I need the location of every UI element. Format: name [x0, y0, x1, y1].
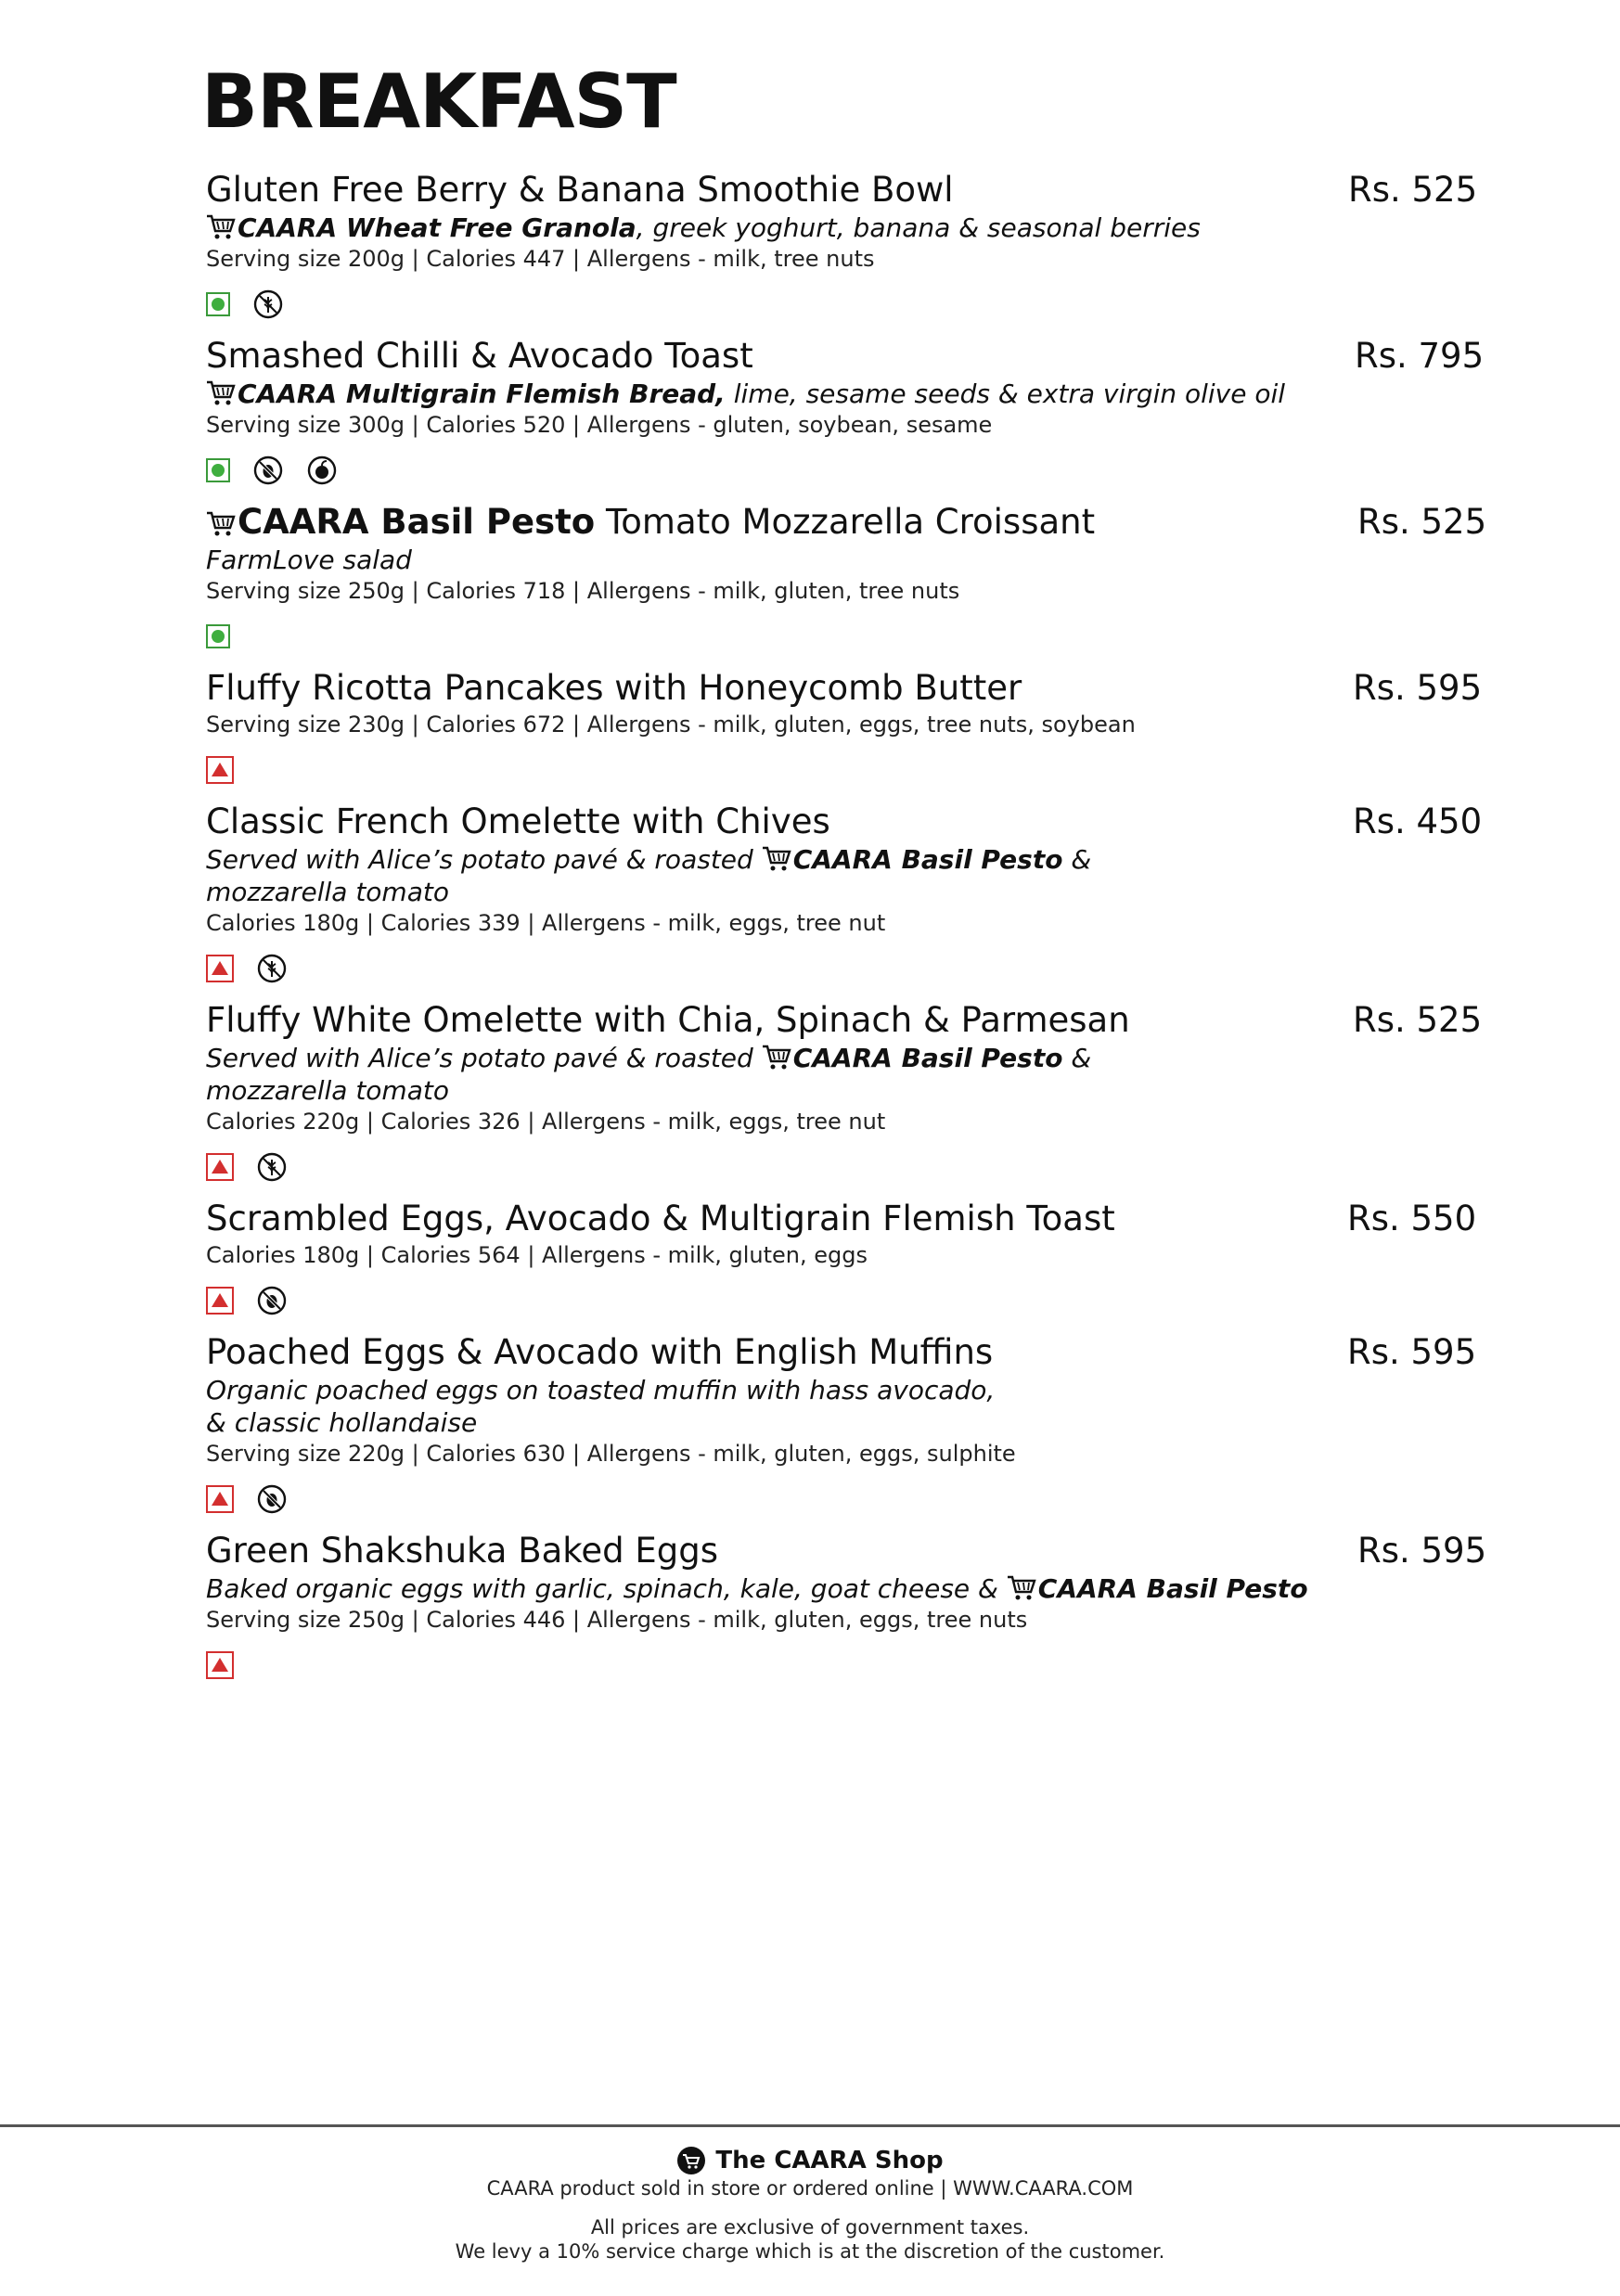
egg-free-icon: [256, 1483, 288, 1515]
brand-product: CAARA Basil Pesto: [238, 502, 596, 542]
shopping-cart-icon: [676, 2146, 706, 2175]
veg-icon: [206, 624, 230, 648]
veg-icon: [206, 292, 230, 316]
brand-product: CAARA Basil Pesto: [1037, 1573, 1308, 1604]
gluten-free-icon: [256, 1151, 288, 1183]
item-nutrition: Serving size 300g | Calories 520 | Allergens - gluten, soybean, sesame: [206, 412, 993, 438]
item-nutrition: Serving size 250g | Calories 718 | Allergens - milk, gluten, tree nuts: [206, 578, 960, 604]
dietary-icons: [206, 1285, 1505, 1316]
dietary-icons: [206, 1483, 1505, 1515]
item-description-line2: mozzarella tomato: [206, 877, 449, 907]
item-nutrition: Calories 180g | Calories 339 | Allergens - milk, eggs, tree nut: [206, 910, 886, 936]
item-description: [206, 843, 1505, 876]
item-name: Fluffy White Omelette with Chia, Spinach & Parmesan: [206, 1000, 1130, 1040]
shop-name: The CAARA Shop: [715, 2147, 944, 2174]
non-veg-icon: [206, 955, 234, 982]
item-price: Rs. 525: [1353, 1000, 1483, 1040]
menu-item-poached-eggs: [206, 1331, 1505, 1515]
cart-icon: [1007, 1573, 1036, 1601]
gluten-free-icon: [252, 289, 284, 320]
item-description: FarmLove salad: [206, 545, 412, 575]
page-title: BREAKFAST: [201, 58, 676, 145]
non-veg-icon: [206, 1651, 234, 1679]
item-name: Fluffy Ricotta Pancakes with Honeycomb Butter: [206, 668, 1022, 708]
item-nutrition: Serving size 200g | Calories 447 | Allergens - milk, tree nuts: [206, 246, 875, 272]
menu-item-french-omelette: [206, 801, 1505, 984]
item-description: [206, 1572, 1505, 1605]
item-nutrition: Serving size 220g | Calories 630 | Allergens - milk, gluten, eggs, sulphite: [206, 1441, 1016, 1467]
item-nutrition: Calories 220g | Calories 326 | Allergens - milk, eggs, tree nut: [206, 1109, 886, 1135]
dietary-icons: [206, 289, 1505, 320]
menu-item-smoothie-bowl: [206, 169, 1505, 320]
item-description: [206, 378, 1505, 410]
item-nutrition: Serving size 230g | Calories 672 | Allergens - milk, gluten, eggs, tree nuts, soybean: [206, 712, 1136, 738]
menu-item-avocado-toast: [206, 335, 1505, 486]
item-name: Poached Eggs & Avocado with English Muffins: [206, 1332, 994, 1372]
footer: [0, 2145, 1620, 2264]
description-text: Served with Alice’s potato pavé & roasted: [206, 844, 762, 875]
item-description-line2: mozzarella tomato: [206, 1075, 449, 1106]
menu-item-ricotta-pancakes: [206, 667, 1505, 786]
cart-icon: [762, 844, 791, 872]
non-veg-icon: [206, 1485, 234, 1513]
dietary-icons: [206, 455, 1505, 486]
item-price: Rs. 525: [1348, 170, 1478, 210]
cart-icon: [762, 1043, 791, 1071]
tax-note: All prices are exclusive of government taxes.: [590, 2216, 1030, 2238]
brand-product: CAARA Wheat Free Granola: [238, 212, 636, 243]
item-nutrition: Serving size 250g | Calories 446 | Allergens - milk, gluten, eggs, tree nuts: [206, 1607, 1028, 1633]
brand-product: CAARA Multigrain Flemish Bread,: [238, 378, 726, 409]
shop-heading: [0, 2145, 1620, 2176]
item-nutrition: Calories 180g | Calories 564 | Allergens - milk, gluten, eggs: [206, 1242, 868, 1268]
item-price: Rs. 595: [1353, 668, 1483, 708]
description-text: Served with Alice’s potato pavé & roasted: [206, 1043, 762, 1073]
item-description: Organic poached eggs on toasted muffin with hass avocado,: [206, 1375, 996, 1405]
shop-info: CAARA product sold in store or ordered online | WWW.CAARA.COM: [486, 2177, 1134, 2200]
menu-item-scrambled-eggs: [206, 1198, 1505, 1316]
menu-item-white-omelette: [206, 999, 1505, 1183]
description-text: Baked organic eggs with garlic, spinach, kale, goat cheese &: [206, 1573, 1007, 1604]
item-price: Rs. 450: [1353, 802, 1483, 841]
item-name: Scrambled Eggs, Avocado & Multigrain Flemish Toast: [206, 1199, 1115, 1238]
brand-product: CAARA Basil Pesto: [792, 844, 1063, 875]
description-text: , greek yoghurt, banana & seasonal berries: [636, 212, 1201, 243]
cart-icon: [206, 509, 236, 537]
dietary-icons: [206, 621, 1505, 652]
brand-product: CAARA Basil Pesto: [792, 1043, 1063, 1073]
item-price: Rs. 595: [1357, 1531, 1487, 1571]
dietary-icons: [206, 1151, 1505, 1183]
egg-free-icon: [256, 1285, 288, 1316]
item-description-line2: & classic hollandaise: [206, 1407, 478, 1438]
dietary-icons: [206, 754, 1505, 786]
gluten-free-icon: [256, 953, 288, 984]
item-name: Classic French Omelette with Chives: [206, 802, 830, 841]
item-description: [206, 1042, 1505, 1074]
cart-icon: [206, 378, 236, 406]
description-text: &: [1062, 1043, 1092, 1073]
dietary-icons: [206, 953, 1505, 984]
item-name: Smashed Chilli & Avocado Toast: [206, 336, 753, 376]
veg-icon: [206, 458, 230, 482]
non-veg-icon: [206, 1287, 234, 1315]
menu-item-green-shakshuka: [206, 1530, 1505, 1681]
item-price: Rs. 550: [1347, 1199, 1477, 1238]
description-text: lime, sesame seeds & extra virgin olive oil: [725, 378, 1286, 409]
item-description: [206, 212, 1505, 244]
item-name: Gluten Free Berry & Banana Smoothie Bowl: [206, 170, 954, 210]
menu-item-pesto-croissant: [206, 501, 1505, 652]
item-price: Rs. 525: [1357, 502, 1487, 542]
item-name: Green Shakshuka Baked Eggs: [206, 1531, 719, 1571]
vegan-icon: [306, 455, 338, 486]
non-veg-icon: [206, 756, 234, 784]
item-price: Rs. 595: [1347, 1332, 1477, 1372]
footer-divider: [0, 2124, 1620, 2127]
item-name: [206, 501, 1505, 544]
dietary-icons: [206, 1649, 1505, 1681]
non-veg-icon: [206, 1153, 234, 1181]
item-price: Rs. 795: [1355, 336, 1485, 376]
egg-free-icon: [252, 455, 284, 486]
description-text: &: [1062, 844, 1092, 875]
name-text: Tomato Mozzarella Croissant: [595, 502, 1096, 542]
service-charge-note: We levy a 10% service charge which is at the discretion of the customer.: [455, 2240, 1165, 2263]
cart-icon: [206, 212, 236, 240]
